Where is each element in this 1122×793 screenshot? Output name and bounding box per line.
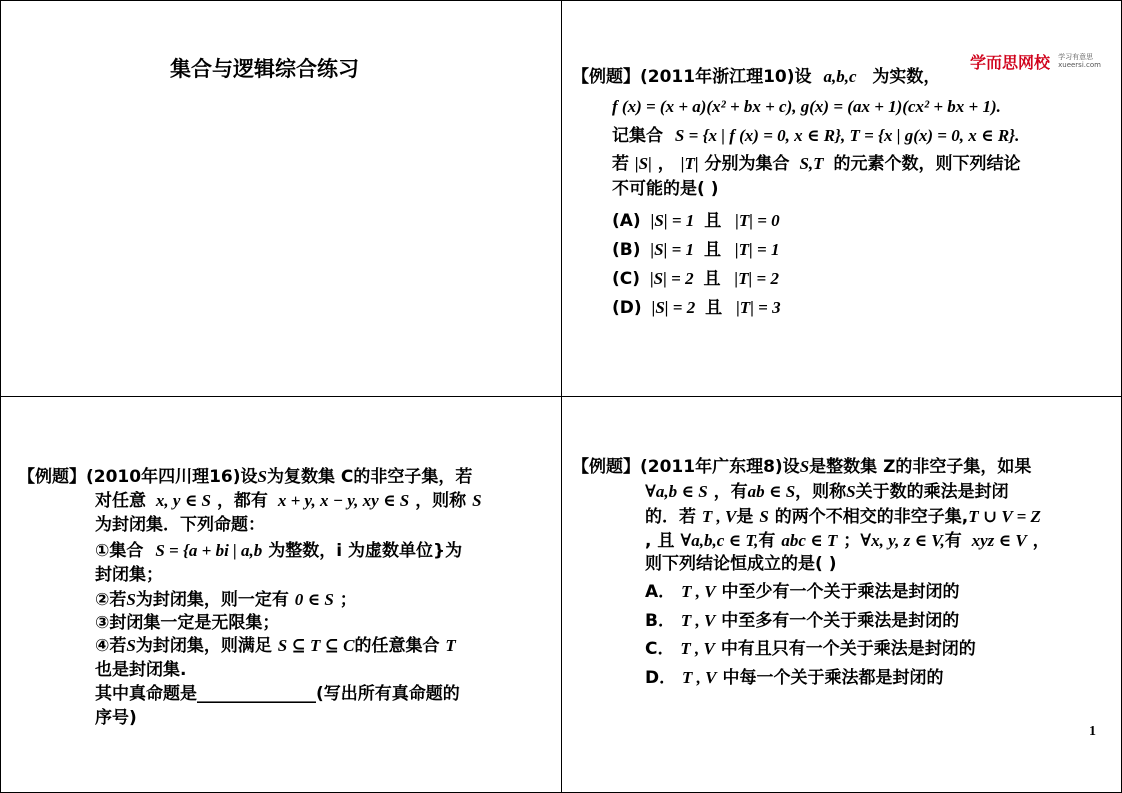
q1-line1: 【例题】(2011年浙江理10)设 a,b,c 为实数， xyxy=(572,67,941,87)
brand-logo xyxy=(970,50,1101,73)
q2-line9: 也是封闭集. xyxy=(95,660,187,680)
q1-option-d: (D) |S| = 2 且 |T| = 3 xyxy=(612,298,781,318)
logo-sub-line1: 学习有意思 xyxy=(1058,53,1094,61)
q2-line8: ④若S为封闭集，则满足 S ⊆ T ⊆ C的任意集合 T xyxy=(95,636,456,656)
q3-line5: 则下列结论恒成立的是( ) xyxy=(645,554,837,574)
q2-line7: ③封闭集一定是无限集； xyxy=(95,613,280,633)
q2-line5: 封闭集； xyxy=(95,565,163,585)
q3-option-b: B． T , V 中至多有一个关于乘法是封闭的 xyxy=(645,611,960,631)
q3-option-d: D． T , V 中每一个关于乘法都是封闭的 xyxy=(645,668,944,688)
q3-line2: ∀a,b ∈ S ，有ab ∈ S，则称S关于数的乘法是封闭 xyxy=(645,482,1009,502)
page-title: 集合与逻辑综合练习 xyxy=(170,57,359,81)
q1-option-b: (B) |S| = 1 且 |T| = 1 xyxy=(612,240,780,260)
q3-line4: , 且 ∀a,b,c ∈ T,有 abc ∈ T ；∀x, y, z ∈ V,有 xyz ∈ V ， xyxy=(645,531,1050,551)
q2-line1: 【例题】(2010年四川理16)设S为复数集 C的非空子集，若 xyxy=(18,467,473,487)
q3-line3: 的．若 T , V是 S 的两个不相交的非空子集,T ∪ V = Z xyxy=(645,507,1041,527)
q2-line6: ②若S为封闭集，则一定有 0 ∈ S ； xyxy=(95,590,357,610)
logo-sub-line2: xueersi.com xyxy=(1058,61,1101,69)
q2-line10: 其中真命题是______________(写出所有真命题的 xyxy=(95,684,460,704)
q1-line5: 不可能的是( ) xyxy=(612,179,719,199)
q2-line11: 序号) xyxy=(95,708,137,728)
q1-option-c: (C) |S| = 2 且 |T| = 2 xyxy=(612,269,779,289)
q3-line1: 【例题】(2011年广东理8)设S是整数集 Z的非空子集，如果 xyxy=(572,457,1032,477)
q1-line3: 记集合 S = {x | f (x) = 0, x ∈ R}, T = {x | g(x) = 0, x ∈ R}. xyxy=(612,126,1020,146)
horizontal-divider xyxy=(0,396,1122,397)
q2-line4: ①集合 S = {a + bi | a,b 为整数，i 为虚数单位}为 xyxy=(95,541,463,561)
logo-text: 学而思网校 xyxy=(970,53,1051,72)
q2-line3: 为封闭集．下列命题： xyxy=(95,515,265,535)
page-number: 1 xyxy=(1089,724,1096,739)
q1-line4: 若 |S| ， |T| 分别为集合 S,T 的元素个数，则下列结论 xyxy=(612,154,1021,174)
q2-line2: 对任意 x, y ∈ S ，都有 x + y, x − y, xy ∈ S ，则称 S xyxy=(95,491,482,511)
q1-option-a: (A) |S| = 1 且 |T| = 0 xyxy=(612,211,780,231)
q3-option-a: A． T , V 中至少有一个关于乘法是封闭的 xyxy=(645,582,960,602)
q3-option-c: C． T , V 中有且只有一个关于乘法是封闭的 xyxy=(645,639,976,659)
q1-line2: f (x) = (x + a)(x² + bx + c), g(x) = (ax + 1)(cx² + bx + 1). xyxy=(612,97,1001,116)
